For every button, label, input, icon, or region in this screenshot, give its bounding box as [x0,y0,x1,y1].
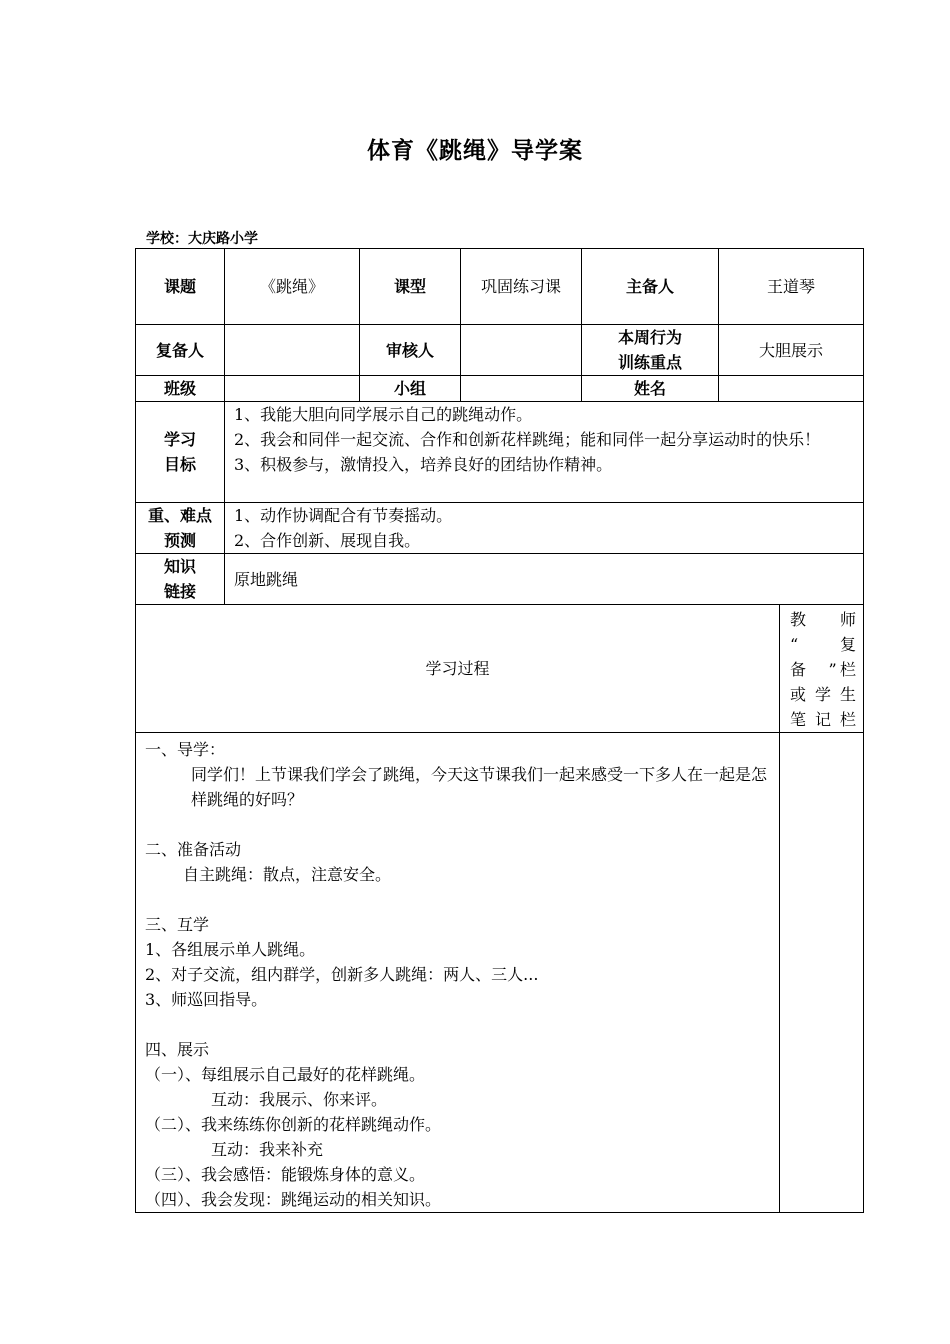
reviewer-value [461,325,582,376]
notes-header-line: 或学生 [790,685,857,704]
difficulty-label-line: 重、难点 [147,506,212,525]
difficulty-line: 1、动作协调配合有节奏摇动。 [234,506,453,525]
group-value [461,376,582,402]
main-preparer-label: 主备人 [582,249,719,325]
difficulty-label [136,503,225,554]
process-line: 互动：我来补充 [211,1140,324,1159]
process-line [145,1012,779,1037]
weekly-focus-label-line: 本周行为 [617,328,682,347]
weekly-focus-value: 大胆展示 [719,325,864,376]
goal-line: 2、我会和同伴一起交流、合作和创新花样跳绳；能和同伴一起分享运动时的快乐！ [234,430,821,449]
topic-value: 《跳绳》 [225,249,360,325]
notes-header-line: 教 师 [790,610,857,629]
notes-header-line: 备 ”栏 [790,660,857,679]
process-header: 学习过程 [136,605,780,733]
process-line: （一）、每组展示自己最好的花样跳绳。 [145,1065,426,1084]
process-line: （四）、我会发现：跳绳运动的相关知识。 [145,1190,442,1209]
goals-label-line: 学习 [163,430,196,449]
knowledge-content: 原地跳绳 [225,554,864,605]
process-line: 同学们！上节课我们学会了跳绳，今天这节课我们一起来感受一下多人在一起是怎样跳绳的好吗？ [191,765,768,809]
process-line: 三、互学 [145,915,210,934]
goal-line: 3、积极参与，激情投入，培养良好的团结协作精神。 [234,455,613,474]
class-value [225,376,360,402]
group-label: 小组 [360,376,461,402]
process-line: 3、师巡回指导。 [145,990,268,1009]
co-preparer-value [225,325,360,376]
difficulty-label-line: 预测 [163,531,196,550]
notes-column-body [780,733,864,1213]
process-line: 二、准备活动 [145,840,242,859]
goals-label [136,402,225,503]
process-content [136,733,780,1213]
goal-line: 1、我能大胆向同学展示自己的跳绳动作。 [234,405,533,424]
process-line: 2、对子交流，组内群学，创新多人跳绳：两人、三人... [145,965,539,984]
topic-label: 课题 [136,249,225,325]
weekly-focus-label [582,325,719,376]
lesson-plan-table [135,248,864,1213]
process-line [145,812,779,837]
process-line: 四、展示 [145,1040,210,1059]
goals-content [225,402,864,503]
process-line: 一、导学： [145,740,226,759]
type-value: 巩固练习课 [461,249,582,325]
name-value [719,376,864,402]
process-line: 自主跳绳：散点，注意安全。 [183,865,392,884]
difficulty-content [225,503,864,554]
page-title: 体育《跳绳》导学案 [367,137,583,164]
difficulty-line: 2、合作创新、展现自我。 [234,531,421,550]
process-line [145,887,779,912]
class-label: 班级 [136,376,225,402]
process-line: （二）、我来练练你创新的花样跳绳动作。 [145,1115,442,1134]
knowledge-label [136,554,225,605]
name-label: 姓名 [582,376,719,402]
process-line: 1、各组展示单人跳绳。 [145,940,316,959]
type-label: 课型 [360,249,461,325]
main-preparer-value: 王道琴 [719,249,864,325]
knowledge-label-line: 链接 [163,582,196,601]
process-line: （三）、我会感悟：能锻炼身体的意义。 [145,1165,426,1184]
weekly-focus-label-line: 训练重点 [617,353,682,372]
notes-header-line: “ 复 [790,635,857,654]
reviewer-label: 审核人 [360,325,461,376]
notes-header-line: 笔记栏 [790,710,857,729]
knowledge-label-line: 知识 [163,557,196,576]
process-line: 互动：我展示、你来评。 [211,1090,388,1109]
school-name: 学校：大庆路小学 [146,231,258,247]
notes-column-header [780,605,864,733]
co-preparer-label: 复备人 [136,325,225,376]
goals-label-line: 目标 [163,455,196,474]
